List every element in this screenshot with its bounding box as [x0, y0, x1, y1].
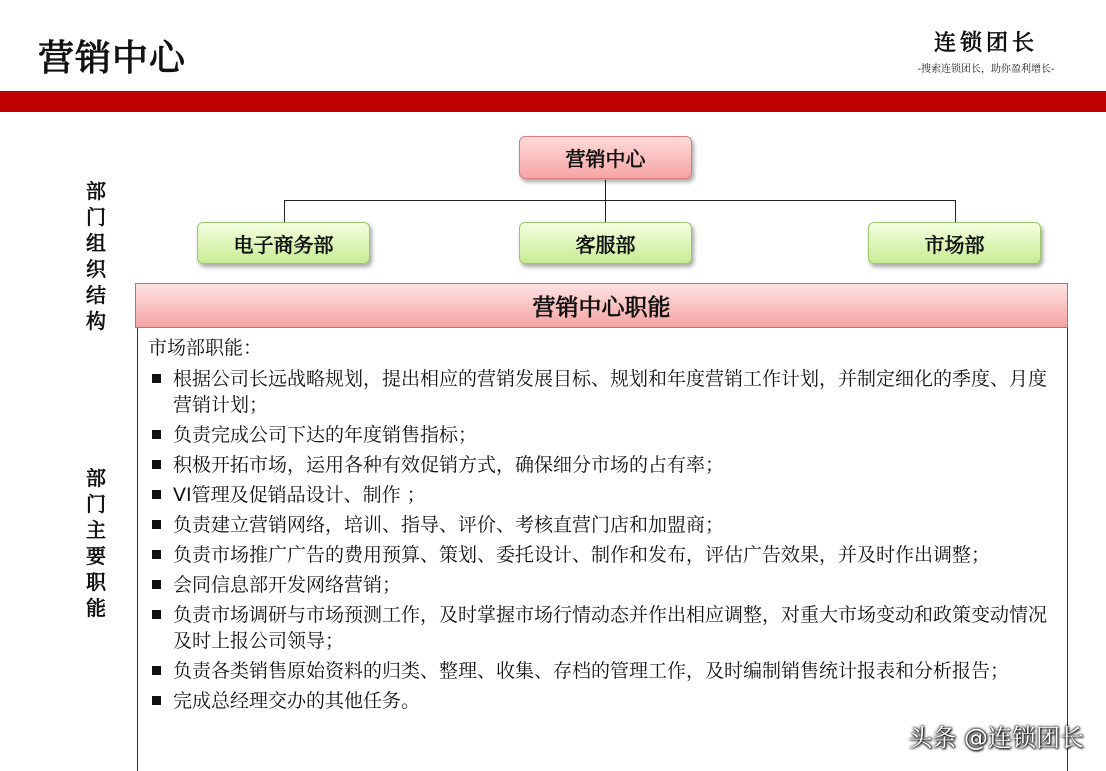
duty-item	[148, 658, 1055, 684]
duty-item	[148, 482, 1055, 508]
org-node-root: 营销中心	[519, 136, 692, 179]
watermark: 头条 @连锁团长	[908, 724, 1084, 752]
duty-text: 负责市场推广广告的费用预算、策划、委托设计、制作和发布，评估广告效果，并及时作出调整；	[173, 544, 991, 566]
square-bullet-icon	[152, 430, 161, 439]
brand-logo	[906, 26, 1066, 75]
duty-text: 积极开拓市场，运用各种有效促销方式，确保细分市场的占有率；	[173, 454, 725, 476]
square-bullet-icon	[152, 696, 161, 705]
page-title: 营销中心	[38, 38, 187, 79]
org-node-ecommerce: 电子商务部	[197, 222, 370, 264]
org-node-customer-service: 客服部	[519, 222, 692, 264]
square-bullet-icon	[152, 374, 161, 383]
duty-item	[148, 366, 1055, 418]
square-bullet-icon	[152, 490, 161, 499]
logo-main-text: 连锁团长	[933, 30, 1038, 56]
square-bullet-icon	[152, 460, 161, 469]
duty-item	[148, 688, 1055, 714]
duty-item	[148, 572, 1055, 598]
duty-item	[148, 602, 1055, 654]
duty-item	[148, 422, 1055, 448]
side-label-duties: 部门主要职能	[86, 466, 106, 620]
connector-child-2	[605, 200, 606, 222]
duties-intro: 市场部职能：	[148, 337, 263, 359]
duty-text: 负责市场调研与市场预测工作，及时掌握市场行情动态并作出相应调整，对重大市场变动和政策变动情况及时上报公司领导；	[173, 604, 1048, 652]
duties-header: 营销中心职能	[135, 283, 1068, 328]
header-band	[0, 91, 1106, 112]
duties-list	[137, 328, 1068, 771]
logo-slogan: -搜索连锁团长，助你盈利增长-	[917, 64, 1055, 75]
duty-text: 负责各类销售原始资料的归类、整理、收集、存档的管理工作，及时编制销售统计报表和分析报告；	[173, 660, 1010, 682]
side-label-structure: 部门组织结构	[86, 179, 106, 333]
duty-text: VI管理及促销品设计、制作 ；	[173, 484, 426, 506]
duty-item	[148, 542, 1055, 568]
duty-text: 负责建立营销网络，培训、指导、评价、考核直营门店和加盟商；	[173, 514, 725, 536]
org-node-marketing: 市场部	[868, 222, 1041, 264]
square-bullet-icon	[152, 610, 161, 619]
square-bullet-icon	[152, 550, 161, 559]
connector-child-1	[284, 200, 285, 222]
duty-item	[148, 512, 1055, 538]
square-bullet-icon	[152, 580, 161, 589]
duty-text: 根据公司长远战略规划，提出相应的营销发展目标、规划和年度营销工作计划，并制定细化的季度、月度营销计划；	[173, 368, 1048, 416]
connector-root-down	[605, 180, 606, 201]
duty-text: 会同信息部开发网络营销；	[173, 574, 402, 596]
square-bullet-icon	[152, 520, 161, 529]
connector-horizontal	[284, 200, 956, 201]
duty-text: 负责完成公司下达的年度销售指标；	[173, 424, 478, 446]
duty-text: 完成总经理交办的其他任务。	[173, 690, 421, 712]
connector-child-3	[955, 200, 956, 222]
duty-item	[148, 452, 1055, 478]
square-bullet-icon	[152, 666, 161, 675]
